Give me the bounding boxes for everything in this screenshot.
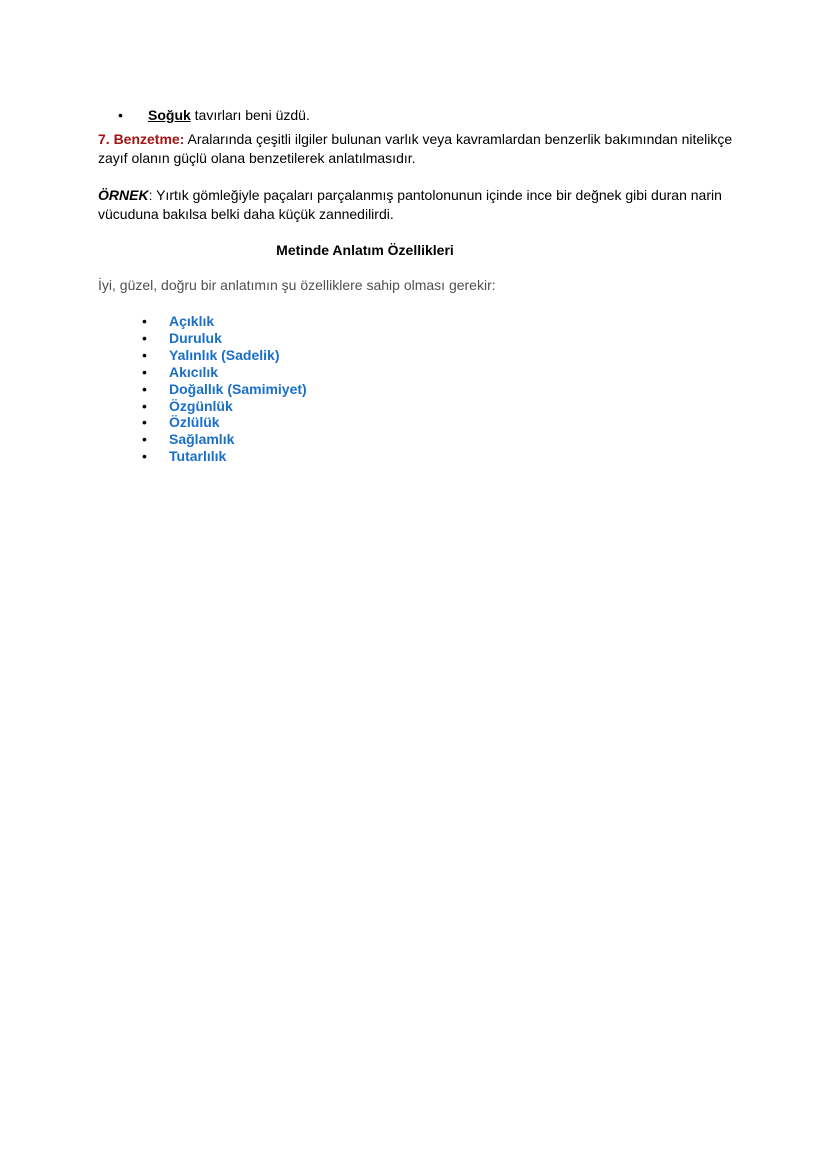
example-text: : Yırtık gömleğiyle paçaları parçalanmış pantolonunun içinde ince bir değnek gibi duran narin vücuduna bakılsa belki daha küçük zannedilirdi. — [98, 187, 722, 222]
list-item: • Özgünlük — [140, 398, 307, 415]
benzetme-text: Aralarında çeşitli ilgiler bulunan varlık veya kavramlardan benzerlik bakımından nitelikçe zayıf olanın güçlü olana benzetilerek anlatılmasıdır. — [98, 131, 733, 166]
bullet-text: tavırları beni üzdü. — [190, 107, 310, 123]
list-item: • Akıcılık — [140, 364, 307, 381]
intro-text: İyi, güzel, doğru bir anlatımın şu özelliklere sahip olması gerekir: — [98, 277, 496, 293]
benzetme-label: 7. Benzetme: — [98, 131, 185, 147]
bullet-word: Soğuk — [148, 107, 191, 123]
bullet-dot: • — [118, 107, 123, 123]
example-paragraph — [98, 186, 738, 224]
list-item: • Sağlamlık — [140, 431, 307, 448]
list-item: • Tutarlılık — [140, 448, 307, 465]
list-item: • Açıklık — [140, 313, 307, 330]
bullet-item — [118, 106, 310, 124]
list-item: • Doğallık (Samimiyet) — [140, 381, 307, 398]
qualities-list — [140, 313, 307, 465]
list-item: • Özlülük — [140, 414, 307, 431]
list-item: • Yalınlık (Sadelik) — [140, 347, 307, 364]
section-heading: Metinde Anlatım Özellikleri — [276, 242, 454, 258]
example-label: ÖRNEK — [98, 187, 149, 203]
benzetme-paragraph — [98, 130, 738, 168]
list-item: • Duruluk — [140, 330, 307, 347]
